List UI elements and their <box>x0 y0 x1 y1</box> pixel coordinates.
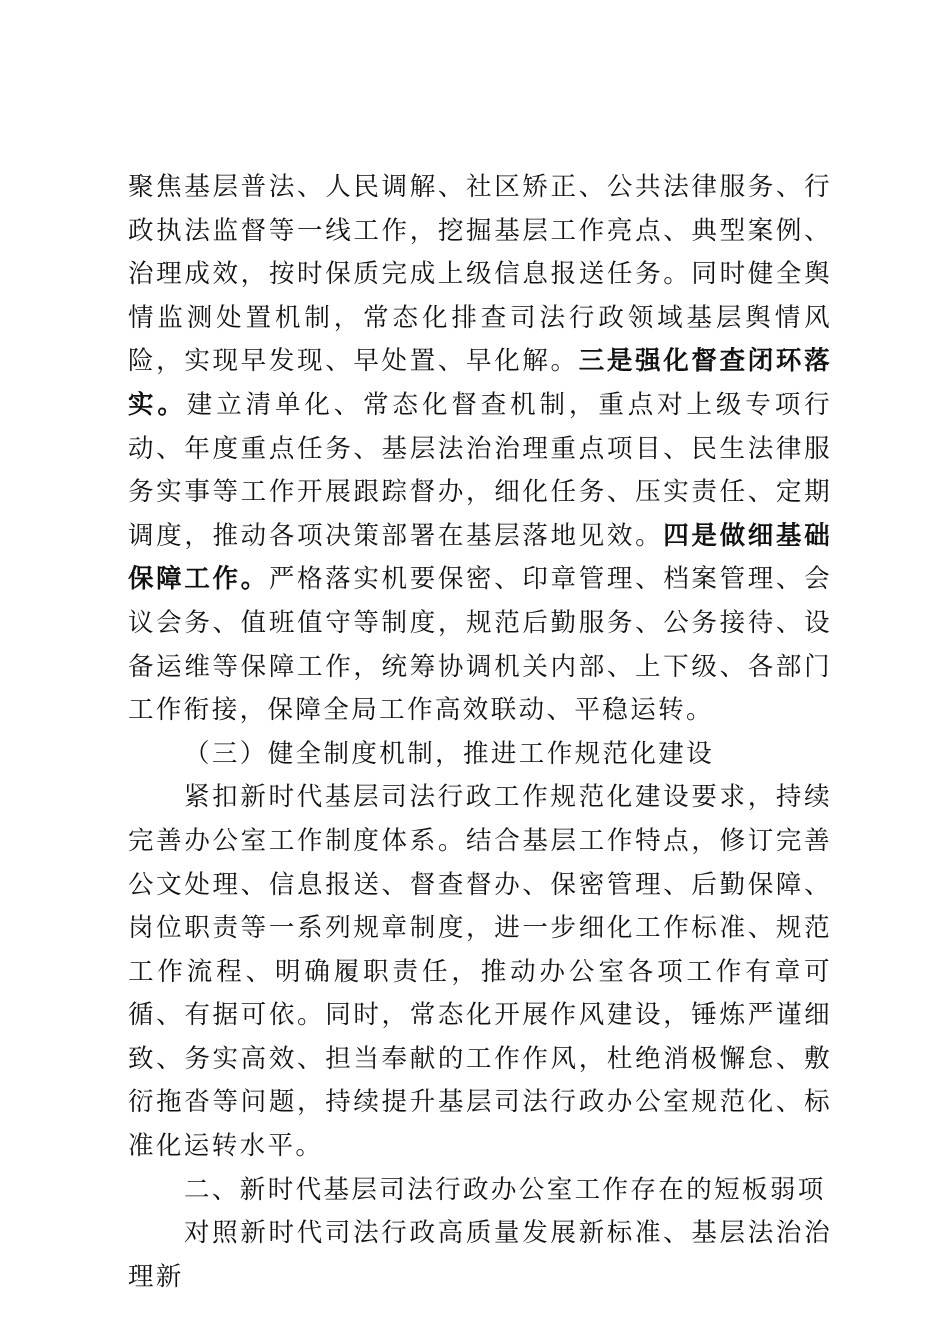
body-paragraph-institution-building: 紧扣新时代基层司法行政工作规范化建设要求，持续完善办公室工作制度体系。结合基层工作特点，修订完善公文处理、信息报送、督查督办、保密管理、后勤保障、岗位职责等一系列规章制度，进一步细化工作标准、规范工作流程、明确履职责任，推动办公室各项工作有章可循、有据可依。同时，常态化开展作风建设，锤炼严谨细致、务实高效、担当奉献的工作作风，杜绝消极懈怠、敷衍拖沓等问题，持续提升基层司法行政办公室规范化、标准化运转水平。 <box>128 782 832 1162</box>
bold-lead-point-three: 三是强化督查闭环落实。 <box>128 346 832 420</box>
body-paragraph-comparison: 对照新时代司法行政高质量发展新标准、基层法治治理新 <box>128 1218 832 1292</box>
section-heading-2: 二、新时代基层司法行政办公室工作存在的短板弱项 <box>184 1174 826 1205</box>
subsection-heading-3: （三）健全制度机制，推进工作规范化建设 <box>184 738 715 769</box>
bold-lead-point-four: 四是做细基础保障工作。 <box>128 520 832 595</box>
paragraph-text: 聚焦基层普法、人民调解、社区矫正、公共法律服务、行政执法监督等一线工作，挖掘基层工作亮点、典型案例、治理成效，按时保质完成上级信息报送任务。同时健全舆情监测处置机制，常态化排查司法行政领域基层舆情风险，实现早发现、早处置、早化解。 <box>128 172 832 377</box>
body-paragraph-work-duties <box>128 166 832 733</box>
document-body <box>128 166 832 1299</box>
paragraph-text: 严格落实机要保密、印章管理、档案管理、会议会务、值班值守等制度，规范后勤服务、公务接待、设备运维等保障工作，统筹协调机关内部、上下级、各部门工作衔接，保障全局工作高效联动、平稳运转。 <box>128 564 832 726</box>
paragraph-text: 建立清单化、常态化督查机制，重点对上级专项行动、年度重点任务、基层法治治理重点项目、民生法律服务实事等工作开展跟踪督办，细化任务、压实责任、定期调度，推动各项决策部署在基层落地见效。 <box>128 389 832 551</box>
